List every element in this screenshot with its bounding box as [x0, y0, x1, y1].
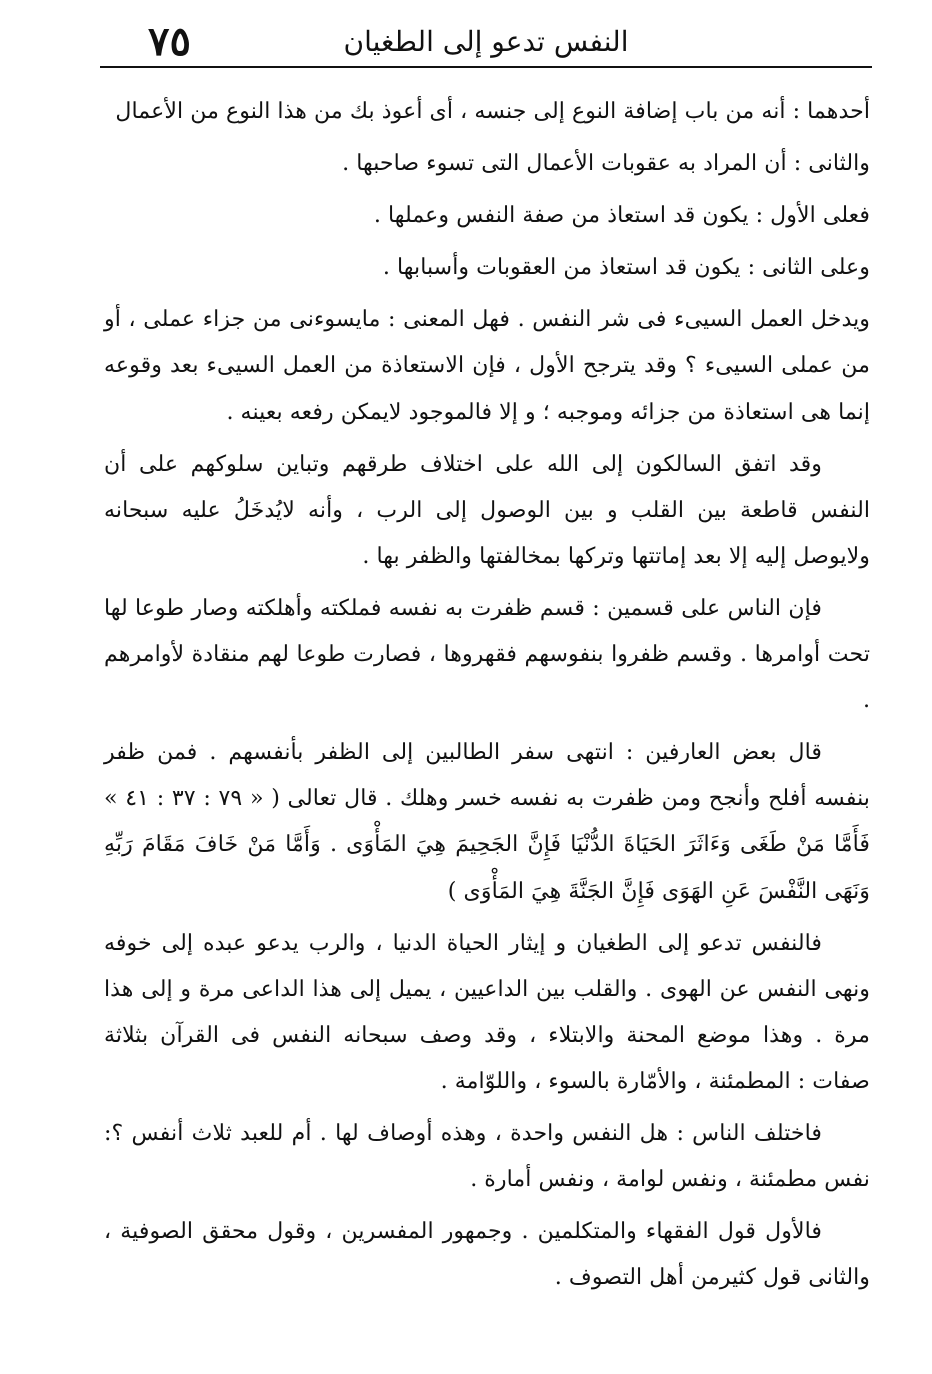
paragraph-9: فالنفس تدعو إلى الطغيان و إيثار الحياة الدنيا ، والرب يدعو عبده إلى خوفه ونهى النفس عن الهوى . والقلب بين الداعيين ، يميل إلى هذا الداعى مرة و إلى هذا مرة . وهذا موضع المحنة والابتلاء ، وقد وصف سبحانه النفس فى القرآن بثلاثة صفات : المطمئنة ، والأمّارة بالسوء ، واللوّامة .	[104, 929, 870, 1094]
paragraph-11: فالأول قول الفقهاء والمتكلمين . وجمهور المفسرين ، وقول محقق الصوفية ، والثانى قول كثيرمن أهل التصوف .	[104, 1218, 870, 1291]
paragraph-4: وعلى الثانى : يكون قد استعاذ من العقوبات وأسبابها .	[382, 254, 870, 281]
paragraph-10: فاختلف الناس : هل النفس واحدة ، وهذه أوصاف لها . أم للعبد ثلاث أنفس ؟: نفس مطمئنة ، ونفس لوامة ، ونفس أمارة .	[104, 1119, 870, 1193]
paragraph-2: والثانى : أن المراد به عقوبات الأعمال التى تسوء صاحبها .	[342, 150, 870, 177]
paragraph-6: وقد اتفق السالكون إلى الله على اختلاف طرقهم وتباين سلوكهم على أن النفس قاطعة بين القلب و بين الوصول إلى الرب ، وأنه لايُدخَلُ عليه سبحانه ولايوصل إليه إلا بعد إماتتها وتركها بمخالفتها والظفر بها .	[104, 450, 870, 569]
paragraph-8-quran-quote: قال بعض العارفين : انتهى سفر الطالبين إلى الظفر بأنفسهم . فمن ظفر بنفسه أفلح وأنجح ومن ظفرت به نفسه خسر وهلك . قال تعالى ( « ٧٩ : ٣٧ : ٤١ » فَأَمَّا مَنْ طَغَى وَءَاثَرَ الحَيَاةَ الدُّنْيَا فَإِنَّ الجَحِيمَ هِيَ المَأْوَى . وَأَمَّا مَنْ خَافَ مَقَامَ رَبِّهِ وَنَهَى النَّفْسَ عَنِ الهَوَى فَإِنَّ الجَنَّةَ هِيَ المَأْوَى )	[104, 739, 870, 904]
header-rule	[100, 66, 872, 68]
paragraph-7: فإن الناس على قسمين : قسم ظفرت به نفسه فملكته وأهلكته وصار طوعا لها تحت أوامرها . وقسم ظفروا بنفوسهم فقهروها ، فصارت طوعا لهم منقادة لأوامرهم .	[104, 594, 870, 714]
paragraph-1: أحدهما : أنه من باب إضافة النوع إلى جنسه ، أى أعوذ بك من هذا النوع من الأعمال	[115, 98, 870, 124]
paragraph-5: ويدخل العمل السيىء فى شر النفس . فهل المعنى : مايسوءنى من جزاء عملى ، أو من عملى السيىء ؟ وقد يترجح الأول ، فإن الاستعاذة من العمل السيىء بعد وقوعه إنما هى استعاذة من جزائه وموجبه ؛ و إلا فالموجود لايمكن رفعه بعينه .	[104, 306, 870, 425]
running-title: النفس تدعو إلى الطغيان	[343, 25, 629, 58]
page-number: ٧٥	[148, 18, 191, 65]
page-header	[100, 14, 872, 70]
paragraph-3: فعلى الأول : يكون قد استعاذ من صفة النفس وعملها .	[373, 202, 870, 229]
body-text	[104, 88, 870, 1306]
